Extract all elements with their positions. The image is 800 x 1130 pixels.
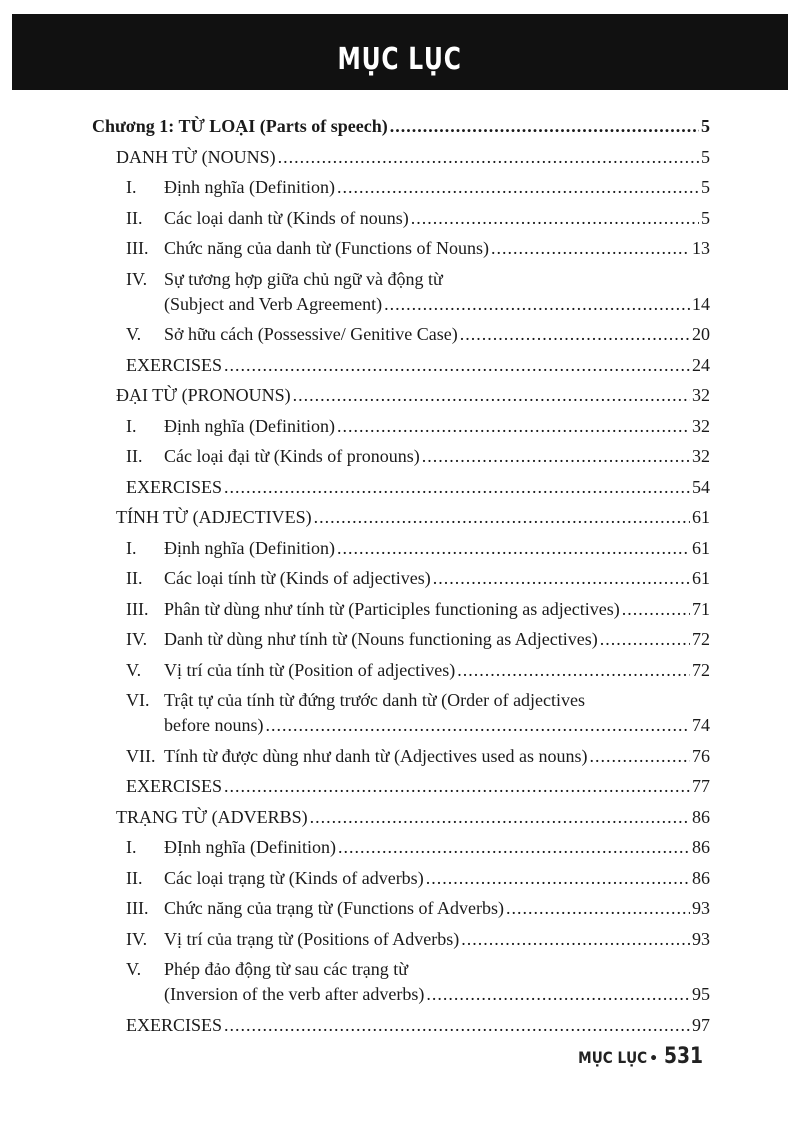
toc-item-number: VII. [126,745,156,766]
toc-page-number: 72 [692,629,710,649]
dot-leader [384,291,690,317]
toc-page-number: 5 [701,116,710,136]
dot-leader [293,382,690,408]
dot-leader [457,657,690,683]
dot-leader [422,443,690,469]
toc-page-number: 77 [692,776,710,797]
toc-item-label: Sự tương hợp giữa chủ ngữ và động từ [164,268,443,289]
toc-page-number: 86 [692,837,710,858]
toc-item-number: III. [126,238,149,258]
toc-page-number: 95 [692,984,710,1005]
toc-page-number: 20 [692,324,710,344]
toc-item-number: II. [126,207,143,228]
toc-item-label: Vị trí của tính từ (Position of adjectives) [164,659,456,680]
toc-item-label-continued: (Subject and Verb Agreement) [164,293,383,314]
toc-page-number: 24 [692,354,710,375]
toc-item-number: II. [126,867,143,888]
toc-item-number: I. [126,537,137,558]
dot-leader [310,804,690,830]
toc-item-label: Danh từ dùng như tính từ (Nouns functioning as Adjectives) [164,629,598,649]
dot-leader [491,235,690,261]
toc-item-label: EXERCISES [126,476,223,497]
toc-item-label: ĐẠI TỪ (PRONOUNS) [116,385,291,405]
toc-page-number: 97 [692,1014,710,1035]
dot-leader [265,712,690,738]
toc-item-number: I. [126,177,137,197]
toc-item-number: IV. [126,268,148,289]
dot-leader [338,834,690,860]
toc-item-label: Định nghĩa (Definition) [164,415,335,436]
toc-item-label: Các loại đại từ (Kinds of pronouns) [164,446,420,466]
toc-item-number: V. [126,324,142,344]
toc-item-label-continued: (Inversion of the verb after adverbs) [164,984,425,1005]
toc-item-number: V. [126,959,142,980]
toc-item-number: II. [126,568,143,588]
toc-item-number: III. [126,598,149,619]
header-bar [12,14,788,90]
toc-item-label: Chức năng của trạng từ (Functions of Adverbs) [164,898,504,919]
dot-leader [461,926,690,952]
toc-item-label: EXERCISES [126,354,223,375]
page-title: MỤC LỤC [337,41,463,77]
dot-leader [622,596,690,622]
toc-page-number: 32 [692,446,710,466]
toc-page-number: 14 [692,293,710,314]
dot-leader [589,743,690,769]
toc-item-number: I. [126,415,137,436]
toc-item-label: EXERCISES [126,776,223,797]
toc-page-number: 61 [692,507,710,527]
dot-leader [390,113,699,139]
toc-item-label: DANH TỪ (NOUNS) [116,146,276,167]
toc-item-number: IV. [126,928,148,949]
dot-leader [506,895,690,921]
toc-item-number: III. [126,898,149,919]
toc-page-number: 5 [701,146,710,167]
toc-item-label: Các loại danh từ (Kinds of nouns) [164,207,409,228]
toc-item-label: Các loại trạng từ (Kinds of adverbs) [164,867,424,888]
toc-item-label: Sở hữu cách (Possessive/ Genitive Case) [164,324,458,344]
toc-item-label: Chức năng của danh từ (Functions of Nouns) [164,238,489,258]
dot-leader [433,565,690,591]
dot-leader [337,535,690,561]
toc-item-label: ĐỊnh nghĩa (Definition) [164,837,336,858]
dot-leader [426,981,690,1007]
toc-page-number: 54 [692,476,710,497]
toc-item-label: Phân từ dùng như tính từ (Participles functioning as adjectives) [164,598,620,619]
toc-item-number: II. [126,446,143,466]
toc-page-number: 61 [692,537,710,558]
chapter-title: Chương 1: TỪ LOẠI (Parts of speech) [92,116,388,136]
dot-leader [224,352,690,378]
page-footer [566,1044,710,1069]
toc-item-label: Định nghĩa (Definition) [164,537,335,558]
page-number: 531 [664,1044,704,1069]
dot-leader [460,321,690,347]
toc-page-number: 5 [701,177,710,197]
dot-leader [411,205,699,231]
toc-page-number: 86 [692,806,710,827]
toc-item-label: TÍNH TỪ (ADJECTIVES) [116,507,312,527]
dot-leader [600,626,690,652]
toc-item-label: EXERCISES [126,1014,223,1035]
toc-item-label: Tính từ được dùng như danh từ (Adjectives used as nouns) [164,745,588,766]
toc-page-number: 5 [701,207,710,228]
dot-leader [224,474,690,500]
dot-leader [224,773,690,799]
dot-leader [337,174,699,200]
toc-page-number: 72 [692,659,710,680]
toc-page-number: 93 [692,898,710,919]
toc-page-number: 71 [692,598,710,619]
footer-bullet: • [649,1051,659,1067]
toc-page-number: 32 [692,385,710,405]
dot-leader [337,413,690,439]
toc-item-label: TRẠNG TỪ (ADVERBS) [116,806,308,827]
toc-page-number: 61 [692,568,710,588]
toc-item-label-continued: before nouns) [164,715,264,735]
footer-label: MỤC LỤC [578,1048,648,1067]
dot-leader [426,865,690,891]
toc-item-label: Vị trí của trạng từ (Positions of Adverbs) [164,928,460,949]
toc-item-label: Định nghĩa (Definition) [164,177,335,197]
toc-item-number: VI. [126,690,150,710]
toc-page-number: 86 [692,867,710,888]
toc-page-number: 93 [692,928,710,949]
dot-leader [314,504,690,530]
toc-page-number: 74 [692,715,710,735]
toc-item-label: Các loại tính từ (Kinds of adjectives) [164,568,431,588]
toc-page-number: 13 [692,238,710,258]
toc-item-number: IV. [126,629,148,649]
toc-page-number: 32 [692,415,710,436]
dot-leader [278,144,699,170]
toc-item-number: V. [126,659,142,680]
toc-page-number: 76 [692,745,710,766]
toc-item-number: I. [126,837,137,858]
toc-item-label: Phép đảo động từ sau các trạng từ [164,959,408,980]
dot-leader [224,1012,690,1038]
toc-item-label: Trật tự của tính từ đứng trước danh từ (Order of adjectives [164,690,586,710]
